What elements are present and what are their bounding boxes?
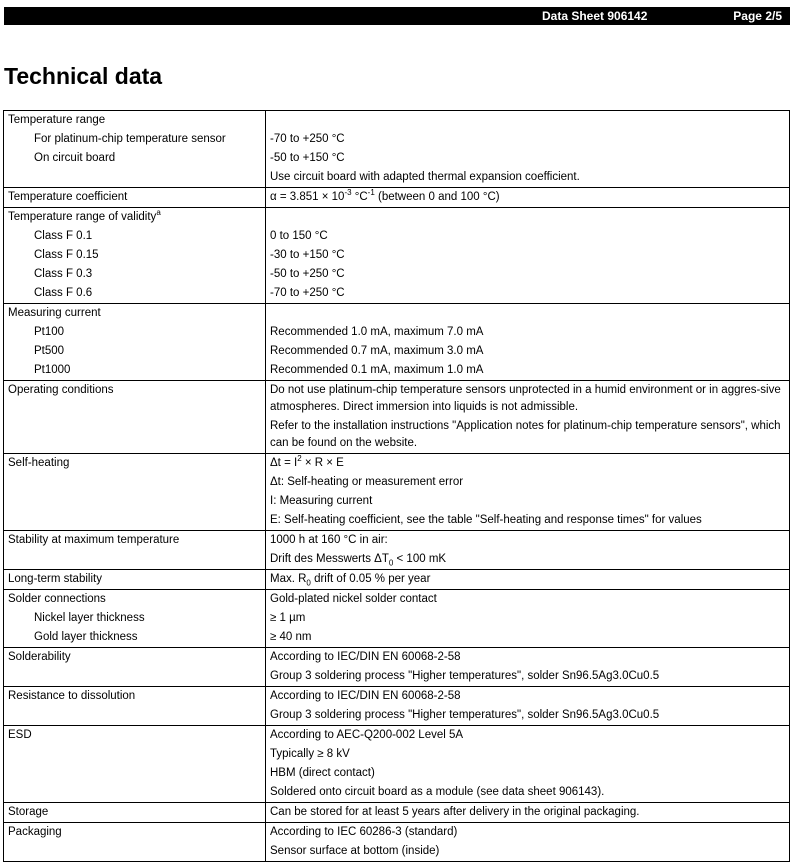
value-cell: [266, 590, 790, 648]
value-text: According to IEC/DIN EN 60068-2-58: [270, 690, 461, 702]
table-row: [4, 454, 790, 531]
value-text: Group 3 soldering process "Higher temperatures", solder Sn96.5Ag3.0Cu0.5: [270, 670, 660, 682]
property-text: Gold layer thickness: [34, 631, 138, 643]
value-cell: [266, 803, 790, 823]
table-row: [4, 570, 790, 590]
property-text: Class F 0.1: [34, 230, 93, 242]
value-text: According to AEC-Q200-002 Level 5A: [270, 729, 464, 741]
value-text: Soldered onto circuit board as a module (see data sheet 906143).: [270, 786, 605, 798]
property-cell: [4, 687, 266, 726]
table-row: [4, 726, 790, 803]
datasheet-label: Data Sheet 906142: [542, 9, 648, 23]
header-bar: [4, 7, 790, 25]
page-title: Technical data: [4, 63, 163, 89]
value-text: Typically ≥ 8 kV: [270, 748, 350, 760]
value-text: -70 to +250 °C: [270, 133, 345, 145]
property-cell: [4, 531, 266, 570]
property-text: Temperature range of validity$^a$: [8, 208, 161, 223]
value-text: HBM (direct contact): [270, 767, 375, 779]
value-text: -50 to +250 °C: [270, 268, 345, 280]
property-text: Class F 0.15: [34, 249, 99, 261]
property-text: Long-term stability: [8, 573, 102, 585]
value-cell: [266, 570, 790, 590]
table-row: [4, 208, 790, 304]
table-row: [4, 648, 790, 687]
property-text: On circuit board: [34, 152, 116, 164]
property-text: Storage: [8, 806, 49, 818]
value-text: 1000 h at 160 °C in air:: [270, 534, 388, 546]
property-text: Nickel layer thickness: [34, 612, 145, 624]
property-cell: [4, 570, 266, 590]
value-text: Recommended 0.7 mA, maximum 3.0 mA: [270, 345, 484, 357]
value-text: [270, 111, 785, 130]
property-text: Pt500: [34, 345, 65, 357]
value-text: Gold-plated nickel solder contact: [270, 593, 437, 605]
property-cell: [4, 208, 266, 304]
value-cell: [266, 381, 790, 454]
property-text: Stability at maximum temperature: [8, 534, 180, 546]
value-text: Drift des Messwerts $\Delta T_0 < 100$ mK: [270, 553, 447, 568]
property-cell: [4, 648, 266, 687]
value-text: According to IEC/DIN EN 60068-2-58: [270, 651, 461, 663]
technical-data-table: [3, 110, 790, 862]
property-text: Resistance to dissolution: [8, 690, 136, 702]
value-text: Recommended 0.1 mA, maximum 1.0 mA: [270, 364, 484, 376]
table-row: [4, 188, 790, 208]
property-cell: [4, 590, 266, 648]
table-row: [4, 803, 790, 823]
property-cell: [4, 726, 266, 803]
property-text: Packaging: [8, 826, 62, 838]
value-text: I: Measuring current: [270, 495, 373, 507]
property-text: Solderability: [8, 651, 71, 663]
property-text: Pt1000: [34, 364, 71, 376]
property-text: Temperature range: [8, 114, 106, 126]
value-text: ≥ 1 µm: [270, 612, 306, 624]
property-cell: [4, 188, 266, 208]
value-cell: [266, 454, 790, 531]
property-cell: [4, 454, 266, 531]
value-cell: [266, 648, 790, 687]
table-row: [4, 381, 790, 454]
value-cell: [266, 687, 790, 726]
property-cell: [4, 803, 266, 823]
value-text: According to IEC 60286-3 (standard): [270, 826, 458, 838]
table-row: [4, 823, 790, 862]
property-text: Self-heating: [8, 457, 70, 469]
value-text: -50 to +150 °C: [270, 152, 345, 164]
value-text: Do not use platinum-chip temperature sensors unprotected in a humid environment or in aggres-sive atmospheres. Direct immersion into liquids is not admissible.: [270, 384, 781, 413]
property-text: Measuring current: [8, 307, 101, 319]
value-cell: [266, 111, 790, 188]
property-cell: [4, 381, 266, 454]
value-text: Sensor surface at bottom (inside): [270, 845, 440, 857]
property-text: Class F 0.3: [34, 268, 93, 280]
value-text: Max. $R_0$ drift of 0.05 % per year: [270, 573, 431, 588]
property-text: Operating conditions: [8, 384, 114, 396]
value-cell: [266, 531, 790, 570]
value-text: [270, 304, 785, 323]
table-row: [4, 531, 790, 570]
value-cell: [266, 823, 790, 862]
value-text: Can be stored for at least 5 years after delivery in the original packaging.: [270, 806, 640, 818]
value-text: $\alpha = 3.851 \times 10^{-3}$ $^\circ C^{-1}$ (between 0 and 100 °C): [270, 188, 500, 203]
value-text: 0 to 150 °C: [270, 230, 328, 242]
page-number: Page 2/5: [733, 9, 782, 23]
property-text: Class F 0.6: [34, 287, 93, 299]
value-text: -30 to +150 °C: [270, 249, 345, 261]
value-cell: [266, 188, 790, 208]
table-row: [4, 111, 790, 188]
table-row: [4, 304, 790, 381]
property-cell: [4, 823, 266, 862]
value-text: Use circuit board with adapted thermal expansion coefficient.: [270, 171, 580, 183]
value-text: Group 3 soldering process "Higher temperatures", solder Sn96.5Ag3.0Cu0.5: [270, 709, 660, 721]
value-text: Refer to the installation instructions "Application notes for platinum-chip temperature sensors", which can be found on the website.: [270, 420, 781, 449]
property-cell: [4, 304, 266, 381]
value-text: ≥ 40 nm: [270, 631, 312, 643]
value-cell: [266, 208, 790, 304]
property-cell: [4, 111, 266, 188]
value-text: Δt: Self-heating or measurement error: [270, 476, 464, 488]
value-text: E: Self-heating coefficient, see the table "Self-heating and response times" for values: [270, 514, 702, 526]
property-text: Solder connections: [8, 593, 106, 605]
value-text: [270, 208, 785, 227]
value-text: Recommended 1.0 mA, maximum 7.0 mA: [270, 326, 484, 338]
table-row: [4, 590, 790, 648]
value-text: -70 to +250 °C: [270, 287, 345, 299]
value-text: $\Delta t = I^2 \times R \times E$: [270, 454, 344, 469]
property-text: Pt100: [34, 326, 65, 338]
value-cell: [266, 304, 790, 381]
property-text: Temperature coefficient: [8, 191, 128, 203]
property-text: ESD: [8, 729, 32, 741]
table-row: [4, 687, 790, 726]
property-text: For platinum-chip temperature sensor: [34, 133, 226, 145]
value-cell: [266, 726, 790, 803]
